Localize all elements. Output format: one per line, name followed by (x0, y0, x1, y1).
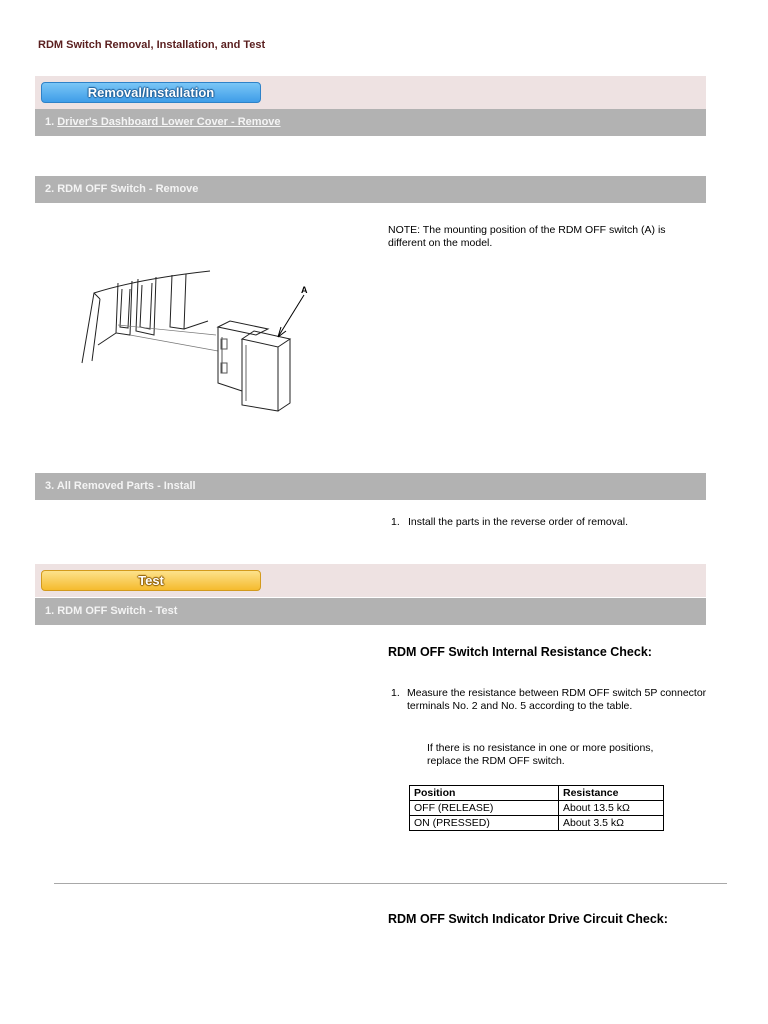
replace-instruction: If there is no resistance in one or more positions, replace the RDM OFF switch. (427, 742, 654, 767)
page-title: RDM Switch Removal, Installation, and Test (38, 39, 266, 51)
cell-position: OFF (RELEASE) (410, 801, 559, 816)
mounting-note: NOTE: The mounting position of the RDM OFF switch (A) is different on the model. (388, 224, 666, 249)
header-resistance: Resistance (559, 786, 664, 801)
resistance-table (409, 785, 664, 831)
header-position: Position (410, 786, 559, 801)
step-bar-dashboard-cover (35, 109, 706, 136)
step-bar-install: 3. All Removed Parts - Install (35, 473, 706, 500)
test-band (35, 564, 706, 597)
cell-position: ON (PRESSED) (410, 816, 559, 831)
removal-installation-band (35, 76, 706, 109)
rdm-switch-illustration (78, 265, 318, 415)
list-number: 1. (391, 687, 400, 699)
dashboard-cover-link[interactable]: Driver's Dashboard Lower Cover - Remove (57, 116, 281, 128)
step-bar-switch-test: 1. RDM OFF Switch - Test (35, 598, 706, 625)
measure-text: Measure the resistance between RDM OFF switch 5P connector terminals No. 2 and No. 5 according to the table. (407, 687, 707, 712)
step-number: 1. (45, 116, 58, 128)
install-instruction (391, 516, 628, 528)
indicator-check-heading: RDM OFF Switch Indicator Drive Circuit Check: (388, 912, 668, 926)
list-number: 1. (391, 516, 400, 528)
resistance-check-heading: RDM OFF Switch Internal Resistance Check: (388, 645, 652, 659)
table-row (410, 816, 664, 831)
test-button[interactable]: Test (41, 570, 261, 591)
measure-instruction (391, 687, 711, 713)
step-bar-rdm-remove: 2. RDM OFF Switch - Remove (35, 176, 706, 203)
removal-installation-button[interactable]: Removal/Installation (41, 82, 261, 103)
install-text: Install the parts in the reverse order of removal. (408, 516, 629, 528)
callout-label-a: A (301, 285, 308, 295)
section-divider (54, 883, 727, 884)
table-row (410, 801, 664, 816)
table-header-row (410, 786, 664, 801)
cell-resistance: About 3.5 kΩ (559, 816, 664, 831)
cell-resistance: About 13.5 kΩ (559, 801, 664, 816)
